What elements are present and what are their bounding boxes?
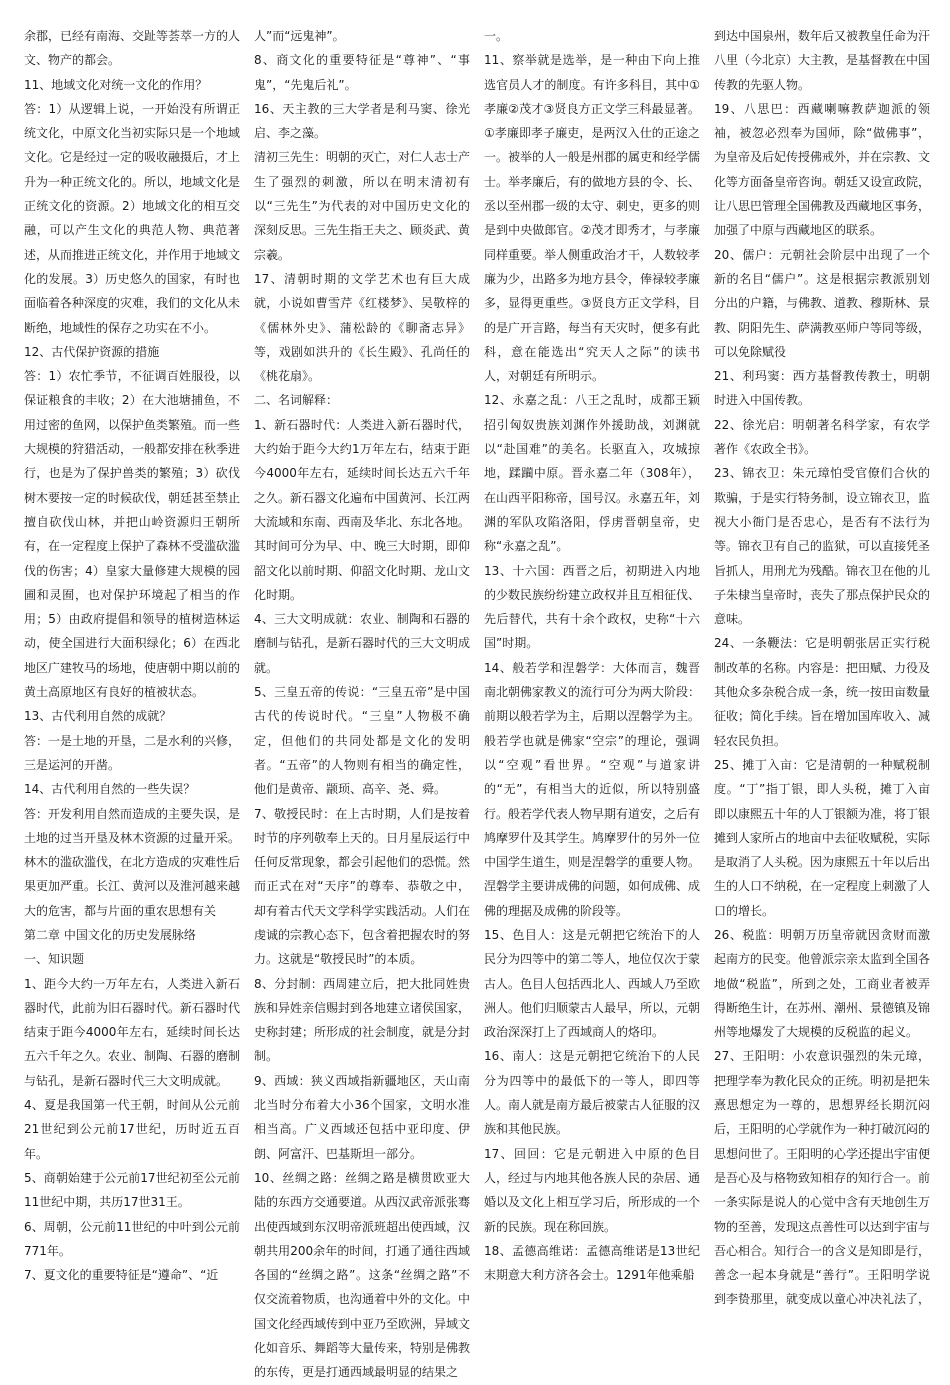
paragraph: 27、王阳明：小农意识强烈的朱元璋，把理学奉为教化民众的正统。明初是把朱熹思想定为一尊的，思想界经长期沉闷后，王阳明的心学就作为一种打破沉闷的思想问世了。王阳明的心学还提出宇宙便是吾心及与格物致知相存的知行合一。前一条实际是说人的心觉中含有天地创生万物的至善，发现这点善性可以达到宇宙与吾心相合。知行合一的含义是知即是行，善念一起本身就是“善行”。王阳明学说到李贽那里，就变成以童心冲决礼法了， bbox=[714, 1049, 931, 1307]
paragraph: 一、知识题 bbox=[24, 952, 85, 967]
paragraph: 答：开发利用自然而造成的主要失误，是土地的过当开垦及林木资源的过量开采。林木的滥砍滥伐，在北方造成的灾难性后果更加严重。长江、黄河以及淮河越来越大的危害，都与片面的重农思想有关 bbox=[24, 806, 241, 918]
paragraph: 12、永嘉之乱：八王之乱时，成都王颖招引匈奴贵族刘渊作外援助战，刘渊就以“赴国难”的美名。长驱直入，攻城掠地，蹂躏中原。晋永嘉二年（308年），在山西平阳称帝，国号汉。永嘉五年，刘渊的军队攻陷洛阳，俘虏晋朝皇帝，史称“永嘉之乱”。 bbox=[484, 393, 701, 554]
paragraph: 9、西域：狭义西域指新疆地区，天山南北当时分布着大小36个国家，文明水准相当高。广义西域还包括中亚印度、伊朗、阿富汗、巴基斯坦一部分。 bbox=[254, 1073, 470, 1161]
text-column-4 bbox=[714, 24, 930, 1336]
paragraph: 二、名词解释： bbox=[254, 393, 339, 408]
paragraph: 一。 bbox=[484, 29, 509, 43]
paragraph: 17、清朝时期的文学艺术也有巨大成就，小说如曹雪芹《红楼梦》、吴敬梓的《儒林外史》、蒲松龄的《聊斋志异》等，戏剧如洪升的《长生殿》、孔尚任的《桃花扇》。 bbox=[254, 271, 470, 384]
paragraph: 余郡，已经有南海、交趾等荟萃一方的人文、物产的都会。 bbox=[24, 29, 241, 68]
paragraph: 13、十六国：西晋之后，初期进入内地的少数民族纷纷建立政权并且互相征伐、先后替代，共有十余个政权，史称“十六国”时期。 bbox=[484, 563, 701, 651]
paragraph: 22、徐光启：明朝著名科学家，有农学著作《农政全书》。 bbox=[714, 417, 930, 457]
paragraph: 到达中国泉州，数年后又被教皇任命为汗八里（今北京）大主教，是基督教在中国传教的先驱人物。 bbox=[714, 29, 931, 92]
paragraph: 24、一条鞭法：它是明朝张居正实行税制改革的名称。内容是：把田赋、力役及其他众多杂税合成一条，统一按田亩数量征收；简化手续。旨在增加国库收入、减轻农民负担。 bbox=[714, 636, 931, 748]
paragraph: 7、夏文化的重要特征是“遵命”、“近 bbox=[24, 1268, 219, 1283]
paragraph: 第二章 中国文化的历史发展脉络 bbox=[24, 927, 196, 942]
paragraph: 16、天主教的三大学者是利马窦、徐光启、李之藻。 bbox=[254, 101, 470, 141]
paragraph: 11、察举就是选举，是一种由下向上推选官员人才的制度。有许多科目，其中①孝廉②茂才③贤良方正文学三科最显著。①孝廉即孝子廉吏，是两汉入仕的正途之一。被举的人一般是州郡的属吏和经学儒士。举孝廉后，有的做地方县的令、长、丞以至州郡一级的太守、刺史，更多的则是到中央做郎官。②茂才即秀才，与孝廉同样重要。举人侧重政治才干，人数较孝廉为少，出路多为地方县令，俸禄较孝廉多，显得更重些。③贤良方正文学科，目的是广开言路，每当有天灾时，便多有此科，意在能选出“究天人之际”的读书人，对朝廷有所明示。 bbox=[484, 53, 701, 384]
text-column-1 bbox=[24, 24, 240, 1336]
paragraph: 26、税监：明朝万历皇帝就因贪财而激起南方的民变。他曾派宗亲太监到全国各地做“税监”，所到之处，工商业者被弄得断绝生计，在苏州、潮州、景德镇及锦州等地爆发了大规模的反税监的起义。 bbox=[714, 927, 931, 1040]
paragraph: 11、地域文化对统一文化的作用？ bbox=[24, 77, 208, 92]
paragraph: 8、分封制：西周建立后，把大批同姓贵族和异姓亲信赐封到各地建立诸侯国家，史称封建；所形成的社会制度，就是分封制。 bbox=[254, 976, 471, 1064]
paragraph: 清初三先生：明朝的灭亡，对仁人志士产生了强烈的刺激，所以在明末清初有以“三先生”为代表的对中国历史文化的深刻反思。三先生指王夫之、顾炎武、黄宗羲。 bbox=[254, 150, 471, 262]
paragraph: 14、古代利用自然的一些失误？ bbox=[24, 782, 196, 797]
paragraph: 21、利玛窦：西方基督教传教士，明朝时进入中国传教。 bbox=[714, 369, 930, 408]
paragraph: 6、周朝，公元前11世纪的中叶到公元前771年。 bbox=[24, 1219, 240, 1258]
paragraph: 13、古代利用自然的成就？ bbox=[24, 709, 172, 724]
text-column-3 bbox=[484, 24, 700, 1336]
paragraph: 答：一是土地的开垦，二是水利的兴修，三是运河的开凿。 bbox=[24, 733, 241, 772]
paragraph: 1、距今大约一万年左右，人类进入新石器时代，此前为旧石器时代。新石器时代结束于距今4000年左右，延续时间长达五六千年之久。农业、制陶、石器的磨制与钻孔，是新石器时代三大文明成就。 bbox=[24, 976, 241, 1088]
paragraph: 18、孟德高维诺：孟德高维诺是13世纪末期意大利方济各会士。1291年他乘船 bbox=[484, 1243, 700, 1283]
paragraph: 25、摊丁入亩：它是清朝的一种赋税制度。“丁”指丁银，即人头税，摊丁入亩即以康熙五十年的人丁银额为准，将丁银摊到人家所占的地亩中去征收赋税，实际是取消了人头税。因为康熙五十年以后出生的人口不纳税，在一定程度上刺激了人口的增长。 bbox=[714, 757, 931, 918]
paragraph: 5、商朝始建于公元前17世纪初至公元前11世纪中期，共历17世31王。 bbox=[24, 1170, 240, 1210]
paragraph: 23、锦衣卫：朱元璋怕受官僚们合伙的欺骗，于是实行特务制，设立锦衣卫，监视大小衙门是否忠心，是否有不法行为等。锦衣卫有自己的监狱，可以直接凭圣旨抓人，用刑尤为残酷。锦衣卫在他的儿子朱棣当皇帝时，丧失了那点保护民众的意味。 bbox=[714, 466, 931, 627]
paragraph: 4、夏是我国第一代王朝，时间从公元前21世纪到公元前17世纪，历时近五百年。 bbox=[24, 1098, 240, 1161]
paragraph: 15、色目人：这是元朝把它统治下的人民分为四等中的第二等人，地位仅次于蒙古人。色目人包括西北人、西域人乃至欧洲人。他们归顺蒙古人最早，所以，元朝政治深深打上了西域商人的烙印。 bbox=[484, 927, 701, 1040]
text-column-2 bbox=[254, 24, 471, 1380]
paragraph: 16、南人：这是元朝把它统治下的人民分为四等中的最低下的一等人，即四等人。南人就是南方最后被蒙古人征服的汉族和其他民族。 bbox=[484, 1049, 701, 1137]
paragraph: 17、回回：它是元朝进入中原的色目人，经过与内地其他各族人民的杂居、通婚以及文化上相互学习后，所形成的一个新的民族。现在称回族。 bbox=[484, 1146, 701, 1234]
paragraph: 7、敬授民时：在上古时期，人们是按着时节的序列敬奉上天的。日月星辰运行中任何反常现象，都会引起他们的恐慌。然而正式在对“天序”的尊奉、恭敬之中，却有着古代天文学科学实践活动。人们在虔诚的宗教心态下，包含着把握农时的努力。这就是“敬授民时”的本质。 bbox=[254, 806, 471, 967]
paragraph: 20、儒户：元朝社会阶层中出现了一个新的名目“儒户”。这是根据宗教派别划分出的户籍，与佛教、道教、穆斯林、景教、阴阳先生、萨满教巫师户等同等级，可以免除赋役 bbox=[714, 247, 931, 359]
paragraph: 10、丝绸之路：丝绸之路是横贯欧亚大陆的东西方交通要道。从西汉武帝派张骞出使西域到东汉明帝派班超出使西域，汉朝共用200余年的时间，打通了通往西域各国的“丝绸之路”。这条“丝绸之路”不仅交流着物质，也沟通着中外的文化。中国文化经西域传到中亚乃至欧洲，异域文化如音乐、舞蹈等大量传来，特别是佛教的东传，更是打通西域最明显的结果之 bbox=[254, 1170, 471, 1380]
paragraph: 14、般若学和涅磐学：大体而言，魏晋南北朝佛家教义的流行可分为两大阶段：前期以般若学为主，后期以涅磐学为主。般若学也就是佛家“空宗”的理论，强调以“空观”看世界。“空观”与道家讲的“无”，有相当大的近似，所以特别盛行。般若学代表人物早期有道安，之后有鸠摩罗什及其学生。鸠摩罗什的另外一位中国学生道生，则是涅磐学的重要人物。涅磐学主要讲成佛的问题，如何成佛、成佛的理据及成佛的阶段等。 bbox=[484, 660, 701, 918]
paragraph: 答：1）农忙季节，不征调百姓服役，以保证粮食的丰收；2）在大池塘捕鱼，不用过密的鱼网，以保护鱼类繁殖。而一些大规模的狩猎活动，一般都安排在秋季进行，也是为了保护兽类的繁殖；3）砍伐树木要按一定的时候砍伐，朝廷甚至禁止擅自砍伐山林，并把山岭资源归王朝所有，在一定程度上保护了森林不受滥砍滥伐的伤害；4）皇家大量修建大规模的园圃和灵囿，也对保护环境起了相当的作用；5）由政府提倡和领导的植树造林运动，使全国进行大面积绿化；6）在西北地区广建牧马的场地，使唐朝中期以前的黄土高原地区有良好的植被状态。 bbox=[24, 369, 241, 700]
paragraph: 12、古代保护资源的措施 bbox=[24, 344, 160, 359]
paragraph: 5、三皇五帝的传说：“三皇五帝”是中国古代的传说时代。“三皇”人物极不确定，但他们的共同处都是文化的发明者。“五帝”的人物则有相当的确定性，他们是黄帝、颛顼、高辛、尧、舜。 bbox=[254, 685, 470, 797]
paragraph: 19、八思巴：西藏喇嘛教萨迦派的领袖，被忽必烈奉为国师，除“做佛事”，为皇帝及后妃传授佛戒外，并在宗教、文化等方面备皇帝咨询。朝廷又设宣政院，让八思巴管理全国佛教及西藏地区事务，加强了中原与西藏地区的联系。 bbox=[714, 101, 931, 238]
paragraph: 人”而“远鬼神”。 bbox=[254, 29, 345, 43]
paragraph: 答：1）从逻辑上说，一开始没有所谓正统文化，中原文化当初实际只是一个地域文化。它是经过一定的吸收融摄后，才上升为一种正统文化的。所以，地域文化是正统文化的资源。2）地域文化的相互交融，可以产生文化的典范人物、典范著述，从而推进正统文化，并作用于地域文化的发展。3）历史悠久的国家，有时也面临着各种深度的灾难，我们的文化从未断绝，地域性的保存之功实在不小。 bbox=[24, 101, 241, 335]
paragraph: 8、商文化的重要特征是“尊神”、“事鬼”，“先鬼后礼”。 bbox=[254, 53, 470, 92]
paragraph: 1、新石器时代：人类进入新石器时代，大约始于距今大约1万年左右，结束于距今4000年左右，延续时间长达五六千年之久。新石器文化遍布中国黄河、长江两大流域和东南、西南及华北、东北各地。其时间可分为早、中、晚三大时期，即仰韶文化以前时期、仰韶文化时期、龙山文化时期。 bbox=[254, 417, 471, 602]
paragraph: 4、三大文明成就：农业、制陶和石器的磨制与钻孔，是新石器时代的三大文明成就。 bbox=[254, 612, 471, 675]
